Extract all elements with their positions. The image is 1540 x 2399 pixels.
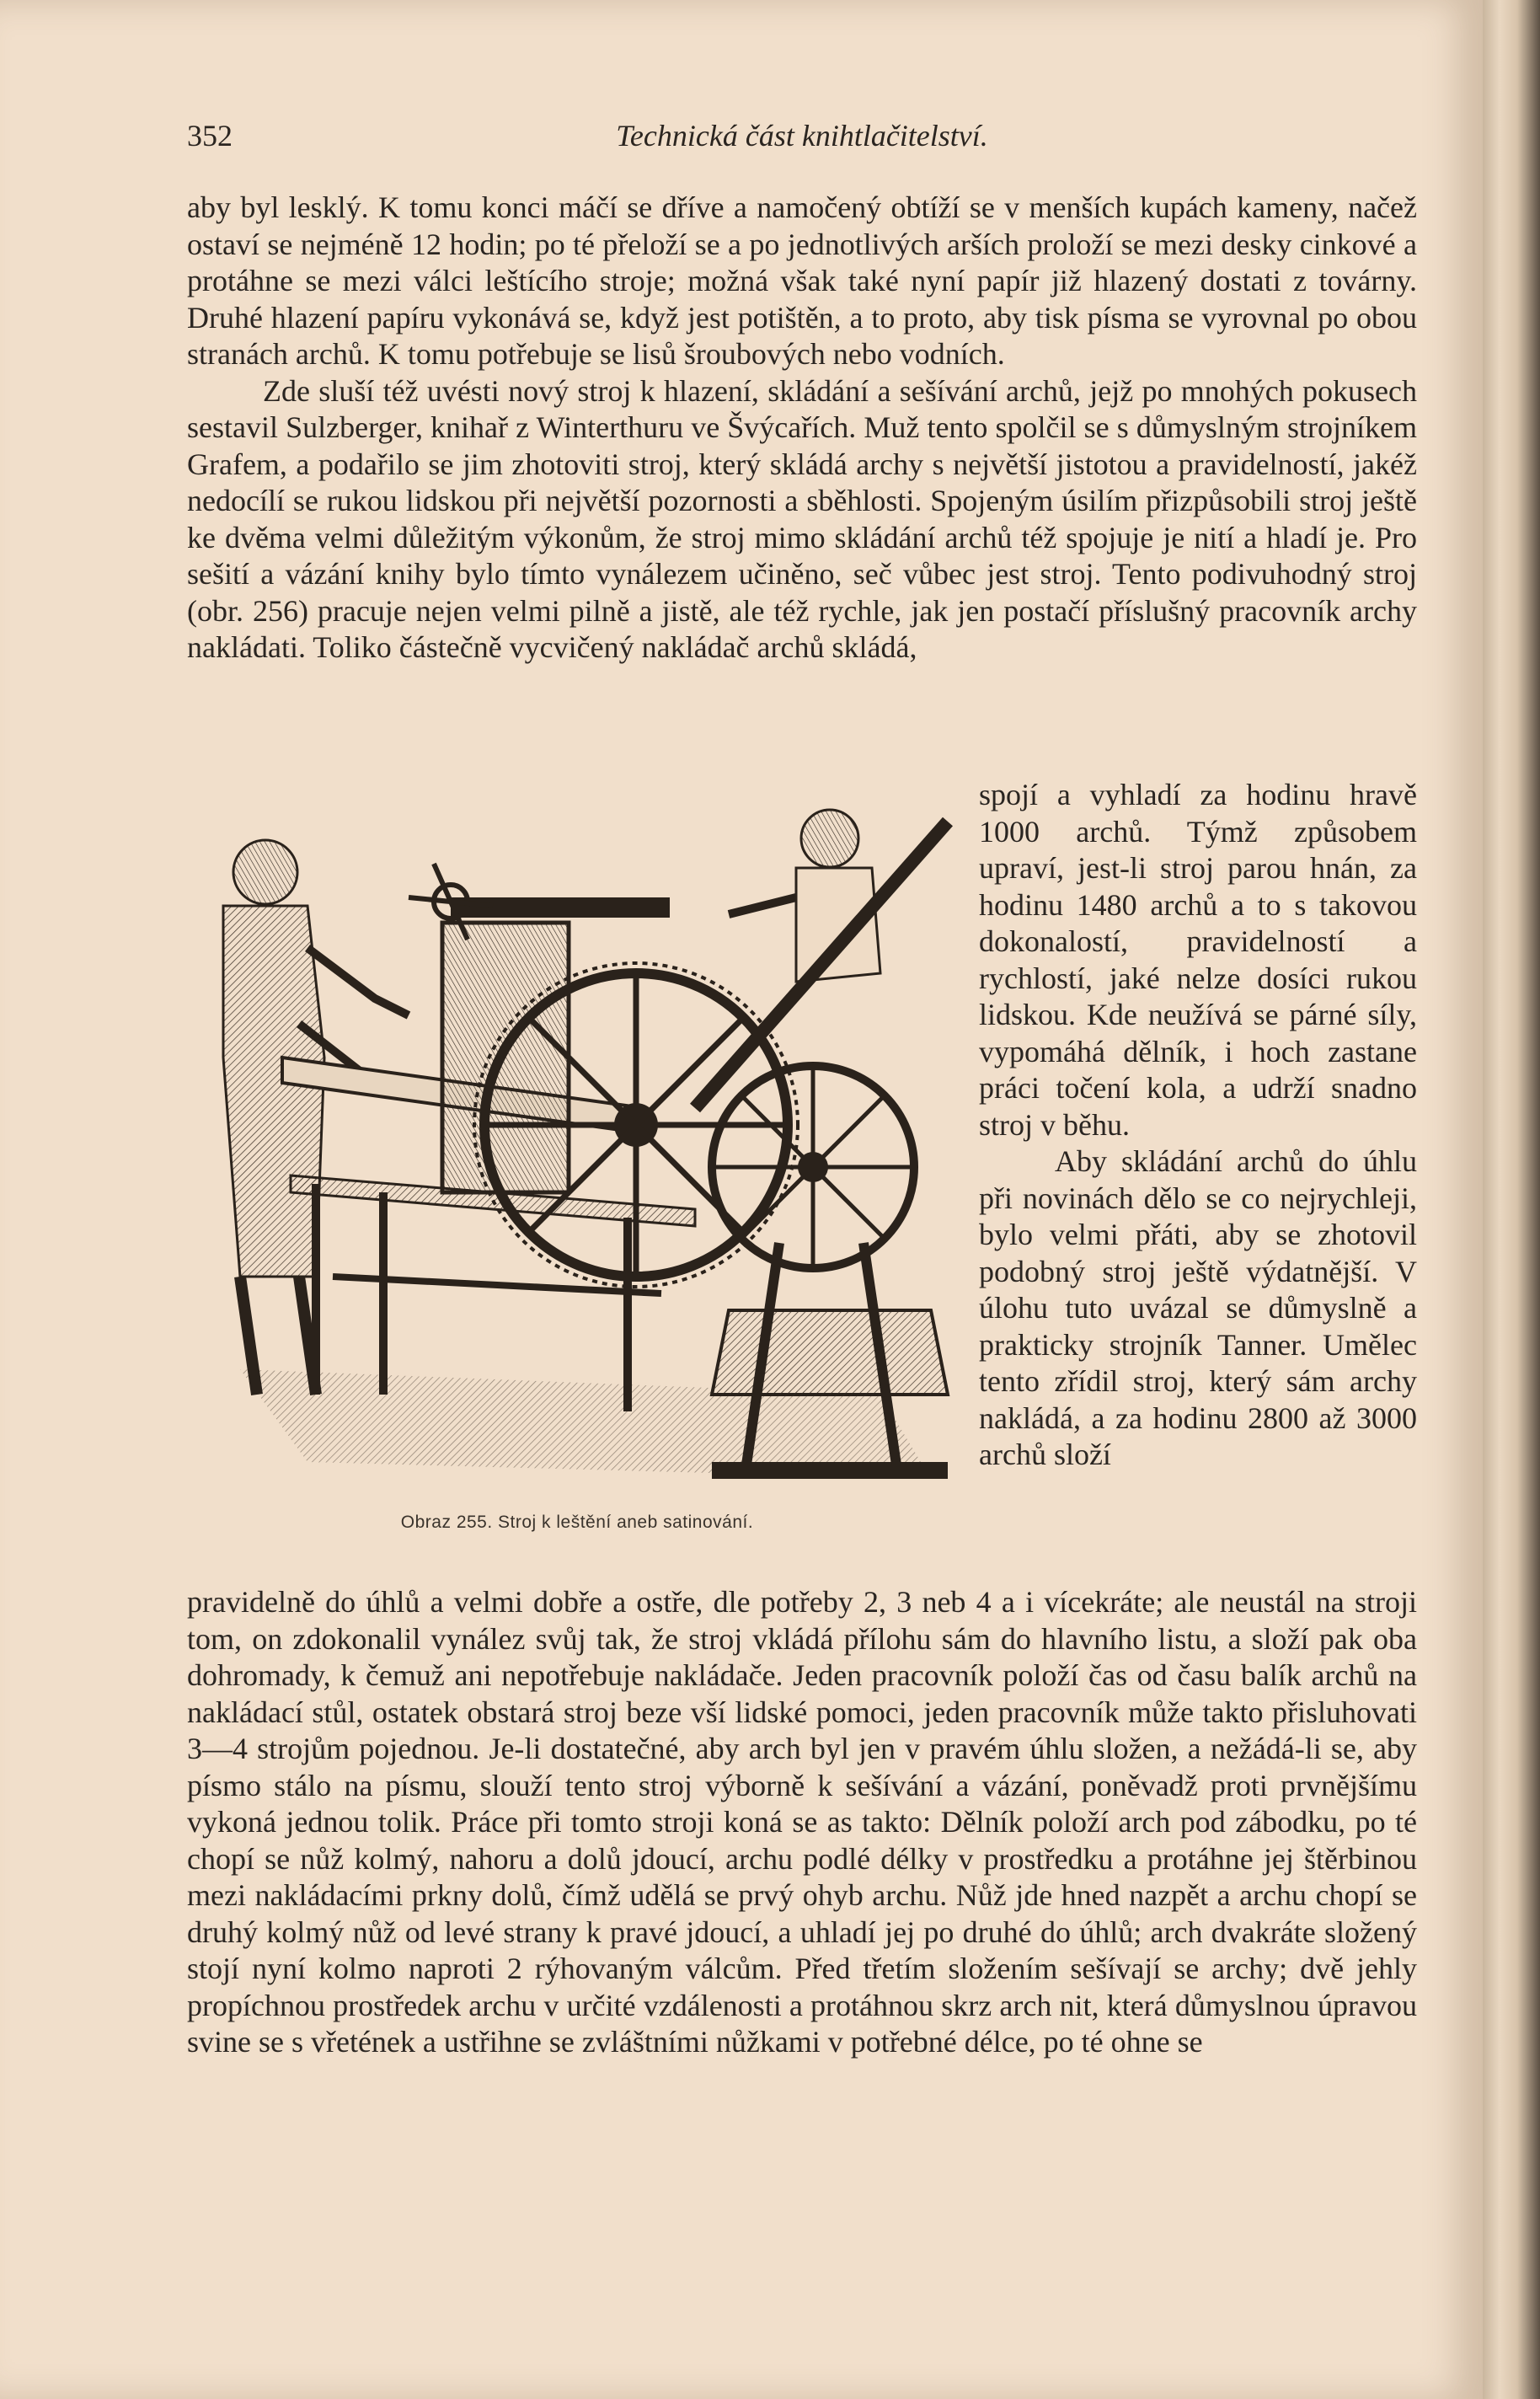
paragraph: aby byl lesklý. K tomu konci máčí se dříve a namočený obtíží se v menších kupách kameny, načež ostaví se nejméně 12 hodin; po té přeloží se a po jednotlivých arších proloží se mezi desky cinkové a protáhne se mezi válci leštícího stroje; možná však také nyní papír již hlazený dostati z továrny. Druhé hlazení papíru vykonává se, když jest potištěn, a to proto, aby tisk písma se vyrovnal po obou stranách archů. K tomu potřebuje se lisů šroubových nebo vodních. xyxy=(187,190,1417,371)
paragraph: Zde sluší též uvésti nový stroj k hlazení, skládání a sešívání archů, jejž po mnohých pokusech sestavil Sulzberger, knihař z Winterthuru ve Švýcařích. Muž tento spolčil se s důmyslným strojníkem Grafem, a podařilo se jim zhotoviti stroj, který skládá archy s největší jistotou a pravidelností, jakéž nedocílí se rukou lidskou při největší pozornosti a sběhlosti. Spojeným úsilím přizpůsobili stroj ještě ke dvěma velmi důležitým výkonům, že stroj mimo skládání archů též spojuje je nití a hladí je. Pro sešití a vázání knihy bylo tímto vynálezem učiněno, seč vůbec jest stroj. Tento podivuhodný stroj (obr. 256) pracuje nejen velmi pilně a jistě, ale též rychle, jak jen postačí příslušný pracovník archy nakládati. Toliko částečně vycvičený nakládač archů skládá, xyxy=(187,373,1417,664)
paragraph: pravidelně do úhlů a velmi dobře a ostře, dle potřeby 2, 3 neb 4 a i vícekráte; ale neustál na stroji tom, on zdokonalil vynález svůj tak, že stroj vkládá přílohu sám do hlavního listu, a složí pak oba dohromady, k čemuž ani nepotřebuje nakládače. Jeden pracovník položí čas od času balík archů na nakládací stůl, ostatek obstará stroj beze vší lidské pomoci, jeden pracovník může takto přisluhovati 3—4 strojům pojednou. Je-li dostatečné, aby arch byl jen v pravém úhlu složen, a nežádá-li se, aby písmo stálo na písmu, slouží tento stroj výborně k sešívání a vázání, poněvadž proti prvnějšímu vykoná jednou tolik. Práce při tomto stroji koná se as takto: Dělník položí arch pod zábodku, po té chopí se nůž kolmý, nahoru a dolů jdoucí, archu podlé délky v prostředku a protáhne jej štěrbinou mezi nakládacími prkny dolů, čímž udělá se prvý ohyb archu. Nůž jde hned nazpět a archu chopí se druhý kolmý nůž od levé strany k pravé jdoucí, a uhladí jej po druhé do úhlů; arch dvakráte složený stojí nyní kolmo naproti 2 rýhovaným válcům. Před třetím složením sešívají se archy; dvě jehly propíchnou prostředek archu v určité vzdálenosti a protáhnou skrz arch nit, která důmyslnou úpravou svine se s vřetének a ustřihne se zvláštními nůžkami v potřebné délce, po té ohne se xyxy=(187,1585,1417,2059)
figure-illustration xyxy=(190,805,965,1513)
page-edge xyxy=(1483,0,1540,2399)
running-title: Technická část knihtlačitelství. xyxy=(616,119,988,153)
paragraph: Aby skládání archů do úhlu při novinách dělo se co nejrychleji, bylo velmi přáti, aby se zhotovil podobný stroj ještě výdatnější. V úlohu tuto uvázal se důmyslně a prakticky strojník Tanner. Umělec tento zřídil stroj, který sám archy nakládá, a za hodinu 2800 až 3000 archů složí xyxy=(979,1144,1417,1471)
paragraph: spojí a vyhladí za hodinu hravě 1000 archů. Týmž způsobem upraví, jest-li stroj parou hnán, za hodinu 1480 archů a to s takovou dokonalostí, pravidelností a rychlostí, jaké nelze dosíci rukou lidskou. Kde neužívá se párné síly, vypomáhá dělník, i hoch zastane práci točení kola, a udrží snadno stroj v běhu. xyxy=(979,778,1417,1142)
bottom-text-block xyxy=(187,1584,1417,2061)
top-text-block xyxy=(187,190,1417,667)
page-number: 352 xyxy=(187,119,233,153)
side-text-block xyxy=(979,777,1417,1474)
figure-caption: Obraz 255. Stroj k leštění aneb satinování. xyxy=(400,1513,754,1532)
engraving-image xyxy=(190,805,965,1513)
page-header xyxy=(187,118,1417,155)
